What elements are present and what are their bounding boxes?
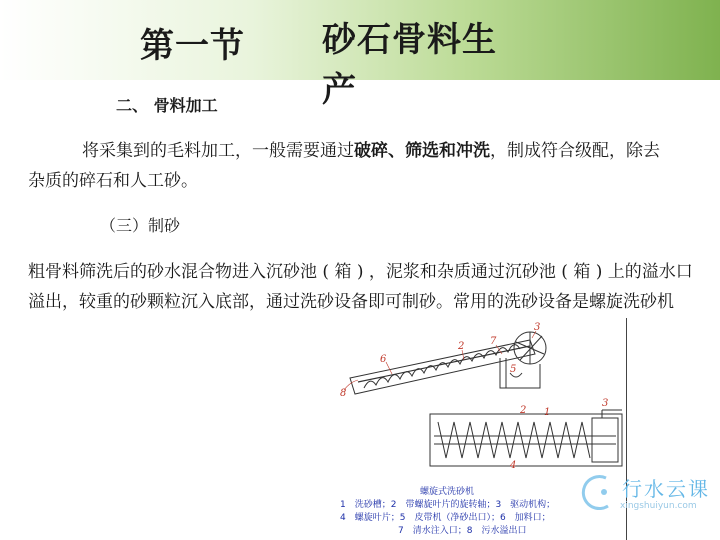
figure-caption-title: 螺旋式洗砂机 [420,487,475,497]
plan-view [430,410,622,466]
watermark-text: 行水云课 [622,477,710,501]
label-1: 1 [544,407,551,418]
slide-title-part2: 砂石骨料生产 [322,20,497,110]
section-heading: 二、 骨料加工 [116,96,218,115]
label-8: 8 [340,388,347,399]
watermark-url: xingshuiyun.com [620,501,697,511]
label-5: 5 [510,364,517,375]
side-labels [340,322,540,399]
label-4: 4 [510,460,517,471]
label-3-plan: 3 [602,398,609,409]
label-3: 3 [534,322,541,333]
label-2-plan: 2 [520,405,527,416]
figure-caption-line1: 1 洗砂槽；2 带螺旋叶片的旋转轴；3 驱动机构； [340,500,556,510]
para1-bold: 破碎、筛选和冲洗 [354,141,490,161]
paragraph-sand-making: 粗骨料筛洗后的砂水混合物进入沉砂池 ( 箱 ) ，泥浆和杂质通过沉砂池 ( 箱 ) 上的溢水口溢出，较重的砂颗粒沉入底部，通过洗砂设备即可制砂。常用的洗砂设备是螺旋洗砂机 [28,262,693,312]
figure-caption-line2: 4 螺旋叶片；5 皮带机（净砂出口）；6 加料口； [340,513,551,523]
label-6: 6 [380,354,387,365]
paragraph-crushing [28,136,668,196]
sub-heading: （三）制砂 [100,216,181,235]
label-2: 2 [458,341,465,352]
drive-box [592,418,618,462]
plan-labels [509,398,608,471]
figure-caption-line3: 7 清水注入口；8 污水溢出口 [398,526,527,536]
washing-trough [350,340,535,394]
para1-before: 将采集到的毛料加工，一般需要通过 [82,141,354,161]
trough-plan [430,414,622,466]
label-7: 7 [490,336,497,347]
para1-after: ，制成符合级配，除去杂质的碎石和人工砂。 [28,141,660,191]
spiral-plan [438,422,590,458]
slide-title-part1: 第一节 [140,26,245,66]
spiral-blade [364,345,520,388]
